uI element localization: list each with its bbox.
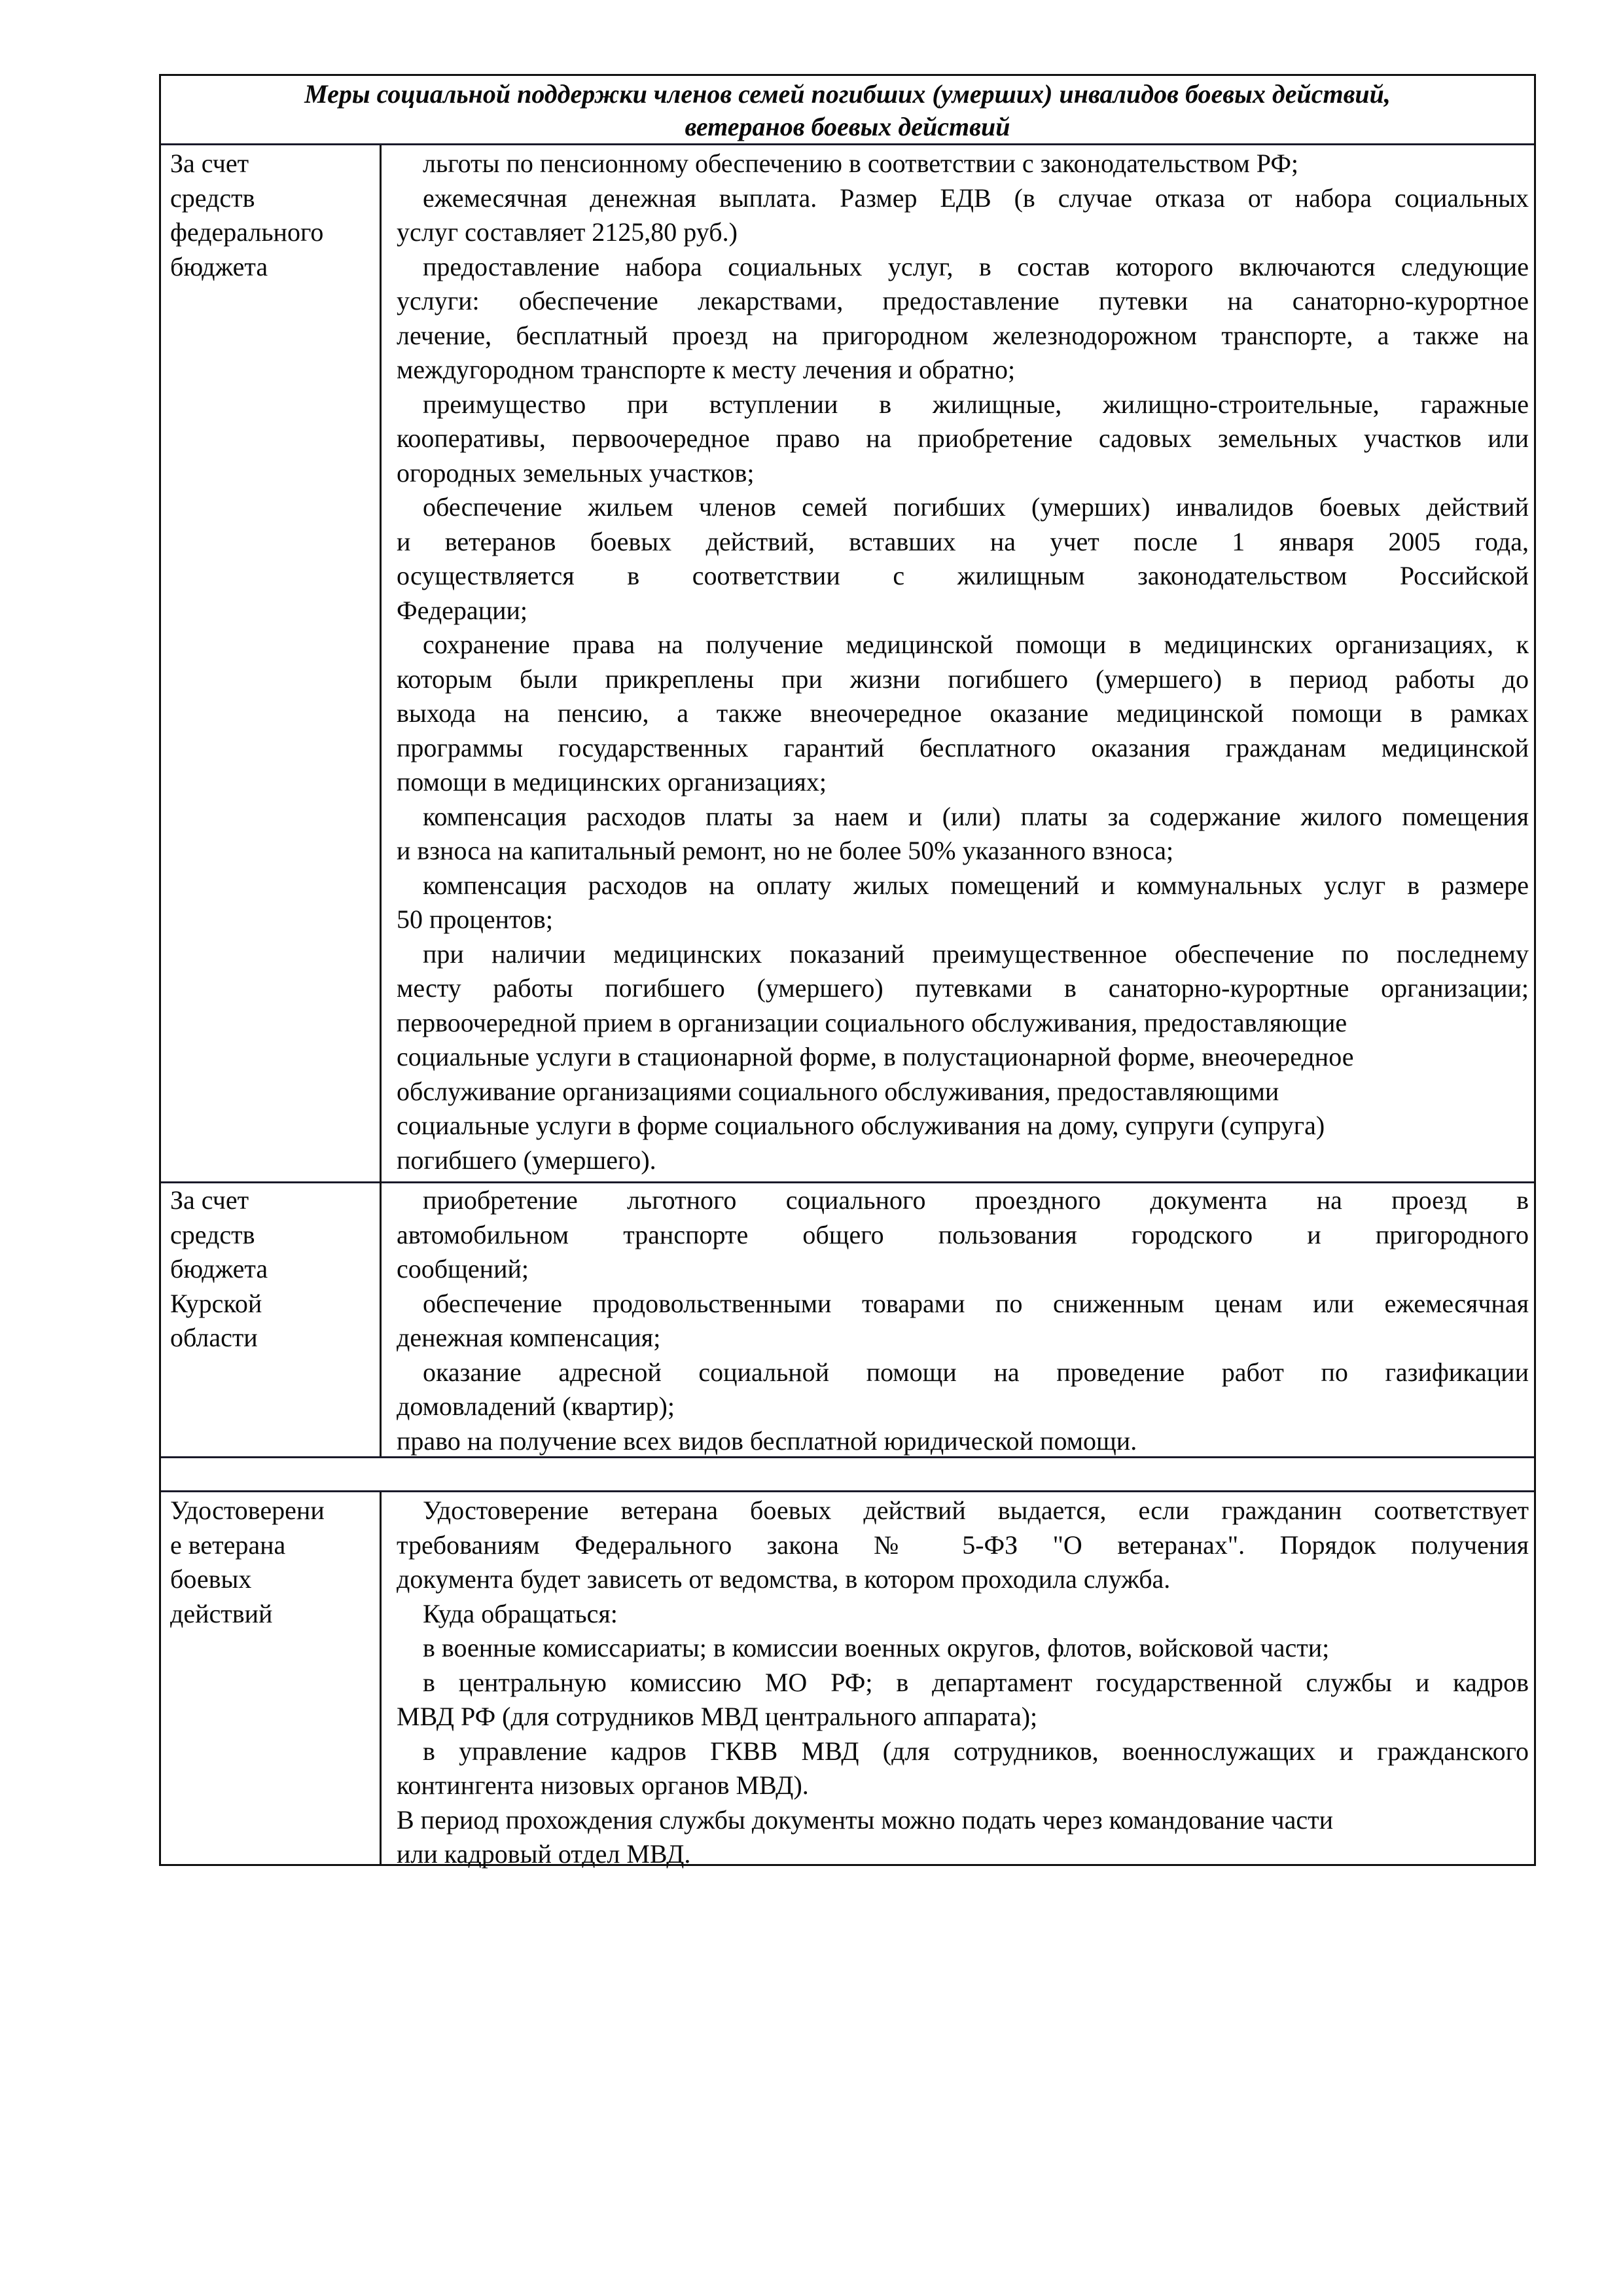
label-line: Курской	[170, 1288, 262, 1318]
content-line: огородных земельных участков;	[397, 457, 755, 488]
label-line: Удостоверени	[170, 1496, 325, 1525]
label-line: федерального	[170, 217, 324, 247]
benefits-table	[159, 74, 1536, 1869]
content-line: МВД РФ (для сотрудников МВД центрального аппарата);	[397, 1702, 1038, 1731]
content-line: социальные услуги в стационарной форме, в полустационарной форме, внеочередное	[397, 1042, 1354, 1071]
table-title-line-2: ветеранов боевых действий	[685, 112, 1010, 141]
content-line: помощи в медицинских организациях;	[397, 767, 827, 797]
content-line: Куда обращаться:	[423, 1598, 618, 1628]
label-line: За счет	[170, 149, 249, 178]
label-line: е ветерана	[170, 1530, 286, 1560]
content-line: оказание адресной социальной помощи на проведение работ по газификации	[423, 1357, 1529, 1387]
content-line: которым были прикреплены при жизни погибшего (умершего) в период работы до	[397, 664, 1529, 694]
label-line: бюджета	[170, 1254, 268, 1283]
content-line: ежемесячная денежная выплата. Размер ЕДВ (в случае отказа от набора социальных	[423, 183, 1529, 213]
content-line: в центральную комиссию МО РФ; в департамент государственной службы и кадров	[423, 1667, 1529, 1697]
content-line: контингента низовых органов МВД).	[397, 1770, 809, 1800]
column-divider	[380, 1492, 382, 1866]
content-line: денежная компенсация;	[397, 1323, 661, 1352]
content-line: документа будет зависеть от ведомства, в котором проходила служба.	[397, 1564, 1171, 1594]
content-line: право на получение всех видов бесплатной юридической помощи.	[397, 1426, 1137, 1456]
content-line: сохранение права на получение медицинской помощи в медицинских организациях, к	[423, 630, 1529, 659]
row-content-kursk	[397, 1183, 1529, 1458]
label-line: средств	[170, 183, 255, 213]
content-line: преимущество при вступлении в жилищные, жилищно-строительные, гаражные	[423, 389, 1529, 419]
content-line: обслуживание организациями социального обслуживания, предоставляющими	[397, 1076, 1279, 1106]
row-content-federal	[397, 147, 1529, 1177]
content-line: социальные услуги в форме социального обслуживания на дому, супруги (супруга)	[397, 1111, 1325, 1140]
content-line: автомобильном транспорте общего пользования городского и пригородного	[397, 1219, 1529, 1249]
table-title-line-1: Меры социальной поддержки членов семей погибших (умерших) инвалидов боевых действий,	[304, 79, 1391, 109]
label-line: действий	[170, 1598, 273, 1628]
content-line: междугородном транспорте к месту лечения и обратно;	[397, 355, 1016, 384]
content-line: месту работы погибшего (умершего) путевками в санаторно-курортные организации;	[397, 973, 1529, 1003]
content-line: услуги: обеспечение лекарствами, предоставление путевки на санаторно-курортное	[397, 286, 1529, 315]
content-line: В период прохождения службы документы можно подать через командование части	[397, 1804, 1334, 1835]
content-line: погибшего (умершего).	[397, 1145, 656, 1175]
column-divider	[380, 145, 382, 1456]
row-label-kursk	[170, 1183, 380, 1355]
content-line: услуг составляет 2125,80 руб.)	[397, 217, 738, 247]
content-line: Федерации;	[397, 595, 528, 625]
row-label-certificate	[170, 1494, 380, 1631]
content-line: выхода на пенсию, а также внеочередное оказание медицинской помощи в рамках	[397, 698, 1529, 728]
row-content-certificate	[397, 1494, 1529, 1872]
content-line: сообщений;	[397, 1254, 529, 1283]
label-line: средств	[170, 1219, 255, 1249]
content-line: в военные комиссариаты; в комиссии военных округов, флотов, войсковой части;	[423, 1633, 1330, 1662]
table-header	[161, 76, 1534, 145]
label-line: За счет	[170, 1185, 249, 1215]
content-line: первоочередной прием в организации социального обслуживания, предоставляющие	[397, 1007, 1347, 1037]
content-line: при наличии медицинских показаний преимущественное обеспечение по последнему	[423, 939, 1529, 969]
label-line: бюджета	[170, 251, 268, 281]
label-line: боевых	[170, 1564, 252, 1594]
content-line: предоставление набора социальных услуг, в состав которого включаются следующие	[423, 251, 1529, 281]
content-line: обеспечение продовольственными товарами по сниженным ценам или ежемесячная	[423, 1288, 1529, 1318]
content-line: требованиям Федерального закона № 5-ФЗ "О ветеранах". Порядок получения	[397, 1530, 1529, 1560]
content-line: в управление кадров ГКВВ МВД (для сотрудников, военнослужащих и гражданского	[423, 1736, 1529, 1766]
label-line: области	[170, 1323, 258, 1352]
content-line: программы государственных гарантий бесплатного оказания гражданам медицинской	[397, 732, 1529, 762]
content-line: и взноса на капитальный ремонт, но не более 50% указанного взноса;	[397, 836, 1174, 865]
content-line: осуществляется в соответствии с жилищным законодательством Российской	[397, 561, 1529, 590]
content-line: льготы по пенсионному обеспечению в соответствии с законодательством РФ;	[423, 149, 1299, 178]
content-line: домовладений (квартир);	[397, 1391, 675, 1421]
content-line: компенсация расходов платы за наем и (или) платы за содержание жилого помещения	[423, 801, 1529, 831]
empty-row	[161, 1458, 1534, 1490]
row-divider	[161, 1490, 1534, 1492]
row-label-federal	[170, 147, 380, 284]
content-line: и ветеранов боевых действий, вставших на учет после 1 января 2005 года,	[397, 526, 1529, 556]
content-line: компенсация расходов на оплату жилых помещений и коммунальных услуг в размере	[423, 870, 1529, 900]
content-line: или кадровый отдел МВД.	[397, 1839, 691, 1869]
row-divider	[161, 143, 1534, 145]
content-line: лечение, бесплатный проезд на пригородном железнодорожном транспорте, а также на	[397, 320, 1529, 350]
content-line: приобретение льготного социального проездного документа на проезд в	[423, 1185, 1529, 1215]
content-line: кооперативы, первоочередное право на приобретение садовых земельных участков или	[397, 423, 1529, 453]
content-line: 50 процентов;	[397, 905, 553, 934]
content-line: обеспечение жильем членов семей погибших (умерших) инвалидов боевых действий	[423, 492, 1529, 522]
content-line: Удостоверение ветерана боевых действий выдается, если гражданин соответствует	[423, 1496, 1529, 1525]
